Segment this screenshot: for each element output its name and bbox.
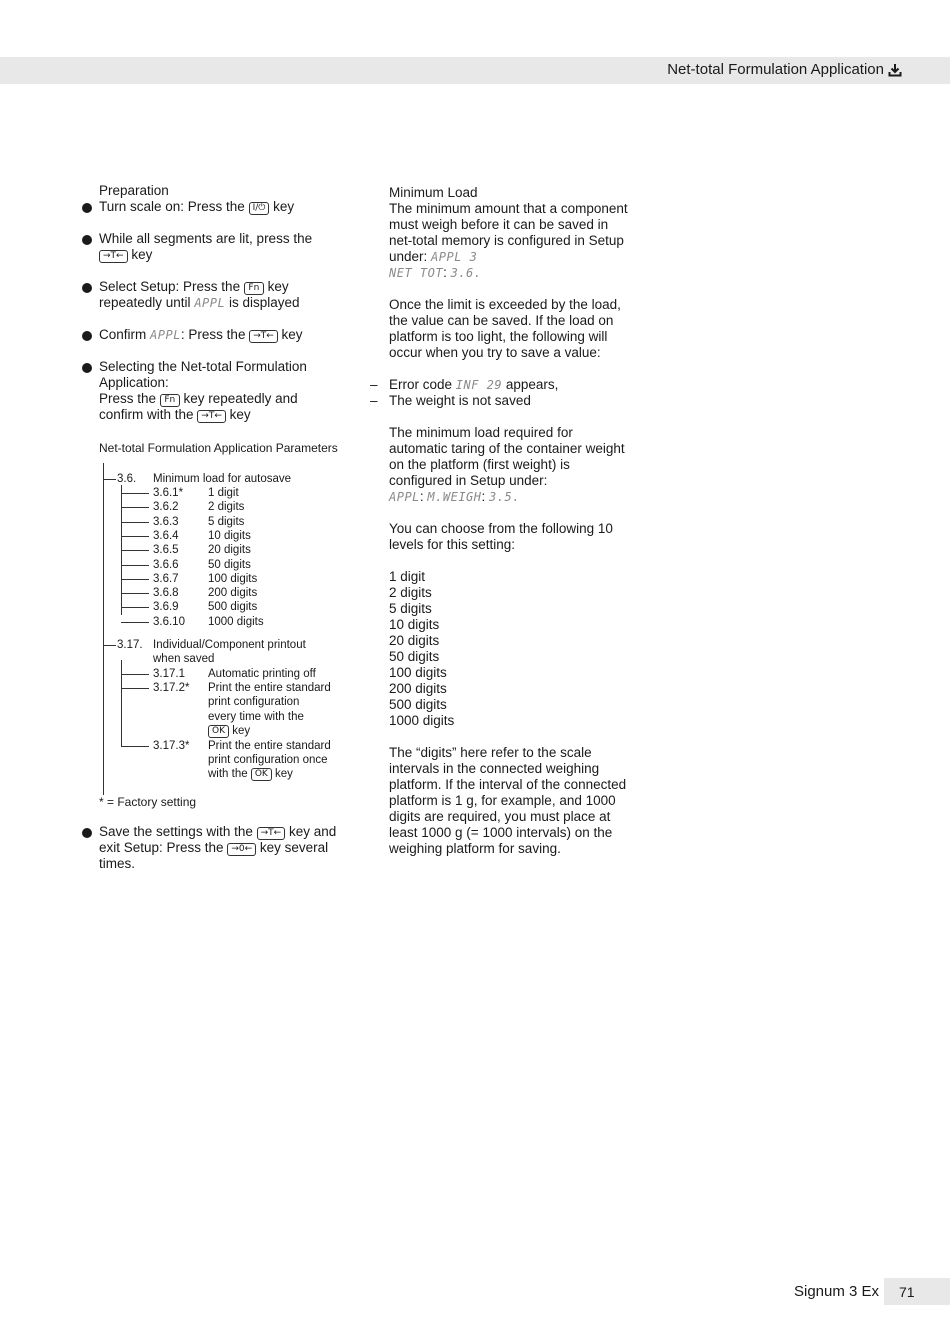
minimum-load-heading: Minimum Load (389, 185, 478, 200)
tree-item-text: with the (208, 768, 251, 780)
tare-key-icon: →T← (99, 250, 128, 263)
section-title: Net-total Formulation Application (667, 61, 884, 78)
level-item: 500 digits (389, 697, 447, 712)
step-text: key and exit Setup: Press the (99, 824, 337, 855)
step-text: Turn scale on: Press the (99, 199, 249, 214)
tree-item-number: 3.17.2* (153, 682, 190, 694)
step-turn-on (82, 199, 342, 215)
step-text: key repeatedly until (99, 279, 289, 310)
tree-item-number: 3.6.3 (153, 515, 179, 528)
display-code: APPL (150, 328, 181, 342)
tree-spine (103, 463, 104, 795)
tree-branch (121, 550, 149, 551)
dash-item (370, 377, 630, 393)
tree-group-number: 3.17. (117, 639, 143, 651)
tree-item-label (208, 724, 250, 738)
tree-item-label: 50 digits (208, 558, 251, 571)
step-save-settings (82, 824, 342, 872)
tree-item-label: Print the entire standard (208, 740, 331, 752)
tree-item-label: Print the entire standard (208, 682, 331, 694)
tree-branch (103, 479, 116, 480)
level-item: 2 digits (389, 585, 432, 600)
tree-item-label: 20 digits (208, 544, 251, 557)
limit-paragraph: Once the limit is exceeded by the load, the value can be saved. If the load on platform is too light, the following will occur when you try to save a value: (389, 297, 621, 360)
error-code: INF 29 (455, 378, 503, 392)
tree-item-label: Automatic printing off (208, 668, 316, 680)
tree-item-label: 1000 digits (208, 615, 264, 628)
ok-key-icon: OK (208, 725, 229, 738)
level-item: 10 digits (389, 617, 440, 632)
fn-key-icon: Fn (160, 394, 180, 407)
paragraph-text: The minimum load required for automatic taring of the container weight on the platform (first weight) is configured in Setup under: (389, 425, 625, 488)
left-column (82, 183, 342, 888)
level-item: 5 digits (389, 601, 432, 616)
tree-group-label: when saved (153, 653, 215, 665)
step-text: key repeatedly and confirm with the (99, 391, 298, 422)
footer-product: Signum 3 Ex (794, 1283, 880, 1300)
tree-branch (103, 645, 116, 646)
tree-item-number: 3.6.9 (153, 601, 179, 614)
tree-item-number: 3.17.1 (153, 668, 185, 680)
tree-item-label: every time with the (208, 711, 304, 723)
dash-item: – The weight is not saved (370, 393, 630, 409)
taring-paragraph: The minimum load required for automatic taring of the container weight on the platform (first weight) is configured in Setup under: APPL: M.WEIGH: 3.5. (389, 425, 625, 504)
step-text: is displayed (225, 295, 300, 310)
step-select-application (82, 359, 342, 423)
step-text: key (225, 407, 251, 422)
level-item: 1 digit (389, 569, 426, 584)
step-text: While all segments are lit, press the (99, 231, 313, 246)
tree-item-number: 3.6.8 (153, 587, 179, 600)
levels-list (389, 569, 630, 729)
level-item: 100 digits (389, 665, 447, 680)
tree-group-number: 3.6. (117, 473, 137, 485)
level-item: 200 digits (389, 681, 447, 696)
display-code: APPL (389, 490, 420, 504)
tree-item-number: 3.6.5 (153, 544, 179, 557)
tree-item-number: 3.6.1* (153, 487, 184, 499)
level-item: 1000 digits (389, 713, 455, 728)
step-select-setup (82, 279, 342, 311)
step-text: Confirm (99, 327, 151, 342)
tree-branch (121, 622, 149, 623)
display-code: APPL 3 (431, 250, 478, 264)
tree-item-text: key (229, 725, 251, 737)
tree-branch (121, 565, 149, 566)
dash-text: appears, (502, 377, 559, 392)
tree-branch (121, 507, 149, 508)
tree-branch (121, 579, 149, 580)
tree-item-number: 3.6.4 (153, 529, 179, 542)
tree-branch (121, 607, 149, 608)
tree-item-label: print configuration once (208, 754, 328, 766)
tree-item-label: 10 digits (208, 529, 251, 542)
tree-item-label (208, 767, 293, 781)
page-number: 71 (899, 1284, 915, 1300)
display-code: M.WEIGH (427, 490, 482, 504)
page-header (667, 61, 902, 78)
tree-branch (121, 674, 149, 675)
display-code: 3.5. (489, 490, 520, 504)
step-text: key (277, 327, 303, 342)
step-text: key (269, 199, 295, 214)
download-icon (888, 63, 902, 77)
tree-branch (121, 746, 149, 747)
tare-key-icon: →T← (257, 827, 286, 840)
parameter-tree (82, 463, 342, 788)
step-text: Press the (99, 391, 160, 406)
digits-explanation: The “digits” here refer to the scale intervals in the connected weighing platform. If the interval of the connected platform is 1 g, for example, and 1000 digits are required, you must place at least 1000 g (= 1000 intervals) on the weighing platform for saving. (389, 745, 627, 856)
tree-item-label: 500 digits (208, 601, 258, 614)
step-text: Selecting the Net-total Formulation Application: (99, 359, 307, 390)
zero-key-icon: →0← (227, 843, 256, 856)
tare-key-icon: →T← (249, 330, 278, 343)
power-key-icon: I/⏻ (249, 202, 270, 215)
step-text: Select Setup: Press the (99, 279, 244, 294)
tree-branch (121, 688, 149, 689)
display-code: 3.6. (450, 266, 482, 280)
tree-item-label: 100 digits (208, 572, 258, 585)
tree-item-label: print configuration (208, 696, 300, 708)
step-text: : Press the (180, 327, 250, 342)
tree-item-label: 2 digits (208, 501, 245, 514)
fn-key-icon: Fn (244, 282, 264, 295)
tree-branch (121, 593, 149, 594)
tree-item-label: 200 digits (208, 587, 258, 600)
step-confirm-appl (82, 327, 342, 343)
tree-item-number: 3.6.10 (153, 615, 185, 628)
step-text: key (127, 247, 153, 262)
tree-title: Net-total Formulation Application Parameters (99, 441, 338, 455)
levels-intro: You can choose from the following 10 levels for this setting: (389, 521, 613, 552)
dash-text: Error code (389, 377, 456, 392)
tree-item-number: 3.6.7 (153, 572, 179, 585)
tree-group-label: Minimum load for autosave (153, 473, 292, 485)
tare-key-icon: →T← (197, 410, 226, 423)
level-item: 50 digits (389, 649, 440, 664)
tree-item-number: 3.6.6 (153, 558, 179, 571)
ok-key-icon: OK (251, 768, 272, 781)
tree-branch (121, 522, 149, 523)
tree-branch (121, 493, 149, 494)
step-text: Save the settings with the (99, 824, 257, 839)
minimum-load-paragraph: The minimum amount that a component must weigh before it can be saved in net-total memory is configured in Setup under: APPL 3 NET TOT: 3.6. (389, 201, 628, 280)
tree-item-number: 3.17.3* (153, 740, 190, 752)
tree-item-label: 1 digit (208, 487, 239, 499)
level-item: 20 digits (389, 633, 440, 648)
tree-group-label: Individual/Component printout (153, 639, 306, 651)
tree-item-number: 3.6.2 (153, 501, 179, 514)
display-code: NET TOT (389, 266, 444, 280)
footer-page-box (884, 1278, 950, 1305)
paragraph-text: The minimum amount that a component must weigh before it can be saved in net-total memory is configured in Setup under: (389, 201, 628, 264)
right-column (370, 185, 630, 873)
tree-item-text: key (271, 768, 293, 780)
step-segments-lit (82, 231, 342, 263)
tree-item-label: 5 digits (208, 515, 245, 528)
factory-note: * = Factory setting (99, 795, 197, 809)
tree-branch (121, 536, 149, 537)
step-text: key several times. (99, 840, 329, 871)
display-code: APPL (194, 296, 226, 310)
preparation-heading: Preparation (99, 183, 169, 198)
